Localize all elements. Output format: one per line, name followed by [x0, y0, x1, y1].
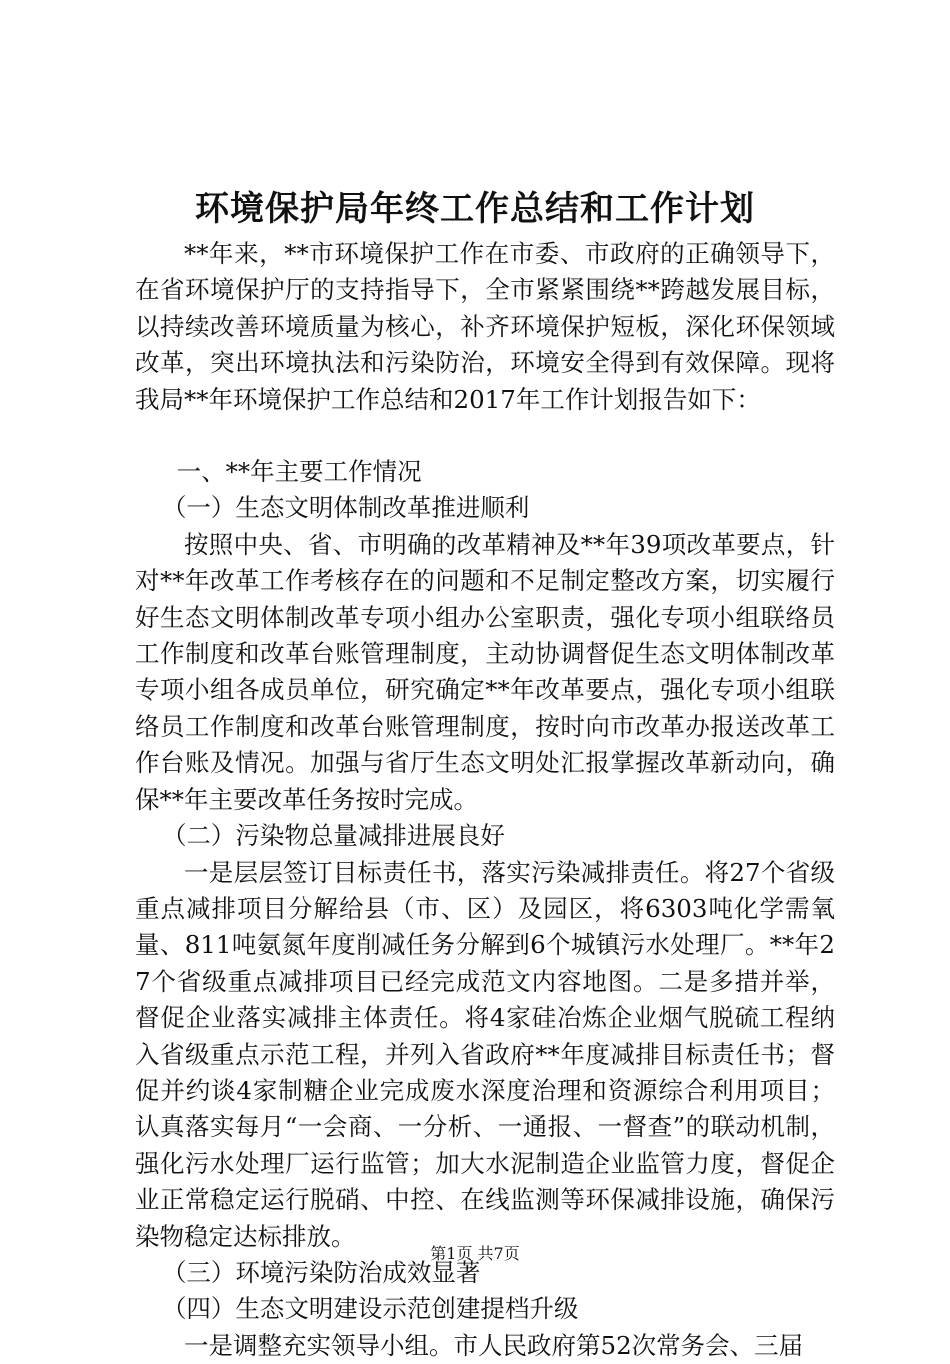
document-body: [135, 236, 835, 1364]
subsection-paragraph-2: 一是层层签订目标责任书，落实污染减排责任。将27个省级重点减排项目分解给县（市、区）及园区，将6303吨化学需氧量、811吨氨氮年度削减任务分解到6个城镇污水处理厂。**年27个省级重点减排项目已经完成范文内容地图。二是多措并举，督促企业落实减排主体责任。将4家硅冶炼企业烟气脱硫工程纳入省级重点示范工程，并列入省政府**年度减排目标责任书；督促并约谈4家制糖企业完成废水深度治理和资源综合利用项目；认真落实每月“一会商、一分析、一通报、一督查”的联动机制，强化污水处理厂运行监管；加大水泥制造企业监管力度，督促企业正常稳定运行脱硝、中控、在线监测等环保减排设施，确保污染物稳定达标排放。: [135, 857, 835, 1251]
subsection-paragraph-4: 一是调整充实领导小组。市人民政府第52次常务会、三届: [184, 1330, 804, 1360]
intro-paragraph: **年来，**市环境保护工作在市委、市政府的正确领导下，在省环境保护厅的支持指导下，全市紧紧围绕**跨越发展目标，以持续改善环境质量为核心，补齐环境保护短板，深化环保领域改革，突出环境执法和污染防治，环境安全得到有效保障。现将我局**年环境保护工作总结和2017年工作计划报告如下：: [135, 239, 835, 414]
subsection-heading-1: （一）生态文明体制改革推进顺利: [161, 493, 530, 523]
page-number-footer: 第1页 共7页: [430, 1244, 520, 1263]
subsection-heading-3: （三）环境污染防治成效显著: [161, 1257, 481, 1287]
document-title: 环境保护局年终工作总结和工作计划: [195, 189, 755, 229]
subsection-paragraph-1: 按照中央、省、市明确的改革精神及**年39项改革要点，针对**年改革工作考核存在的问题和不足制定整改方案，切实履行好生态文明体制改革专项小组办公室职责，强化专项小组联络员工作制度和改革台账管理制度，主动协调督促生态文明体制改革专项小组各成员单位，研究确定**年改革要点，强化专项小组联络员工作制度和改革台账管理制度，按时向市改革办报送改革工作台账及情况。加强与省厅生态文明处汇报掌握改革新动向，确保**年主要改革任务按时完成。: [135, 529, 835, 814]
subsection-heading-2: （二）污染物总量减排进展良好: [161, 821, 505, 851]
subsection-heading-4: （四）生态文明建设示范创建提档升级: [161, 1294, 579, 1324]
section-heading-1: 一、**年主要工作情况: [176, 457, 422, 487]
paragraph-spacer: [135, 418, 835, 454]
